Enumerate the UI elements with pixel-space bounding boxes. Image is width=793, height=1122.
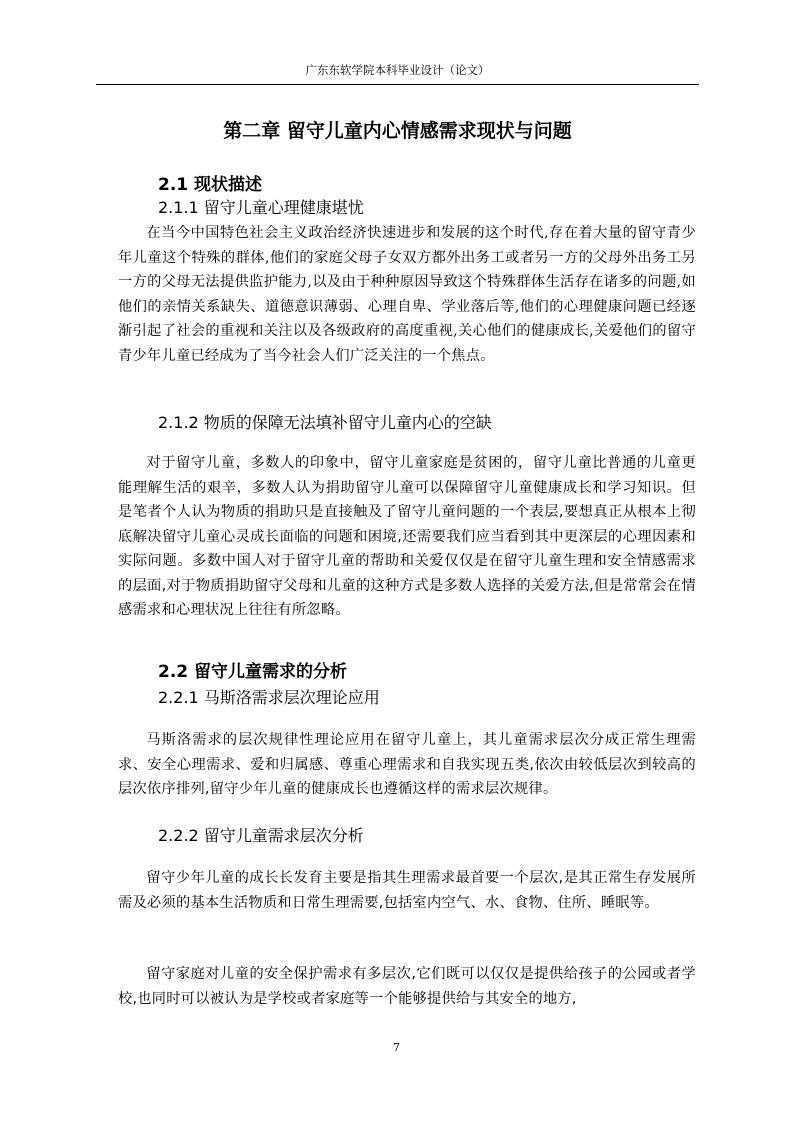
section-heading-2-1-2: 2.1.2 物质的保障无法填补留守儿童内心的空缺 <box>158 413 492 432</box>
section-heading-2-2-1: 2.2.1 马斯洛需求层次理论应用 <box>158 688 380 707</box>
paragraph-2-1-1: 在当今中国特色社会主义政治经济快速进步和发展的这个时代,存在着大量的留守青少年儿童这个特殊的群体,他们的家庭父母子女双方都外出务工或者另一方的父母外出务工另一方的父母无法提供监护能力,以及由于种种原因导致这个特殊群体生活存在诸多的问题,如他们的亲情关系缺失、道德意识薄弱、心理自卑、学业落后等,他们的心理健康问题已经逐渐引起了社会的重视和关注以及各级政府的高度重视,关心他们的健康成长,关爱他们的留守青少年儿童已经成为了当今社会人们广泛关注的一个焦点。 <box>118 225 696 364</box>
section-heading-2-2: 2.2 留守儿童需求的分析 <box>158 662 348 682</box>
chapter-title: 第二章 留守儿童内心情感需求现状与问题 <box>223 120 572 142</box>
paragraph-2-2-2-a: 留守少年儿童的成长长发育主要是指其生理需求最首要一个层次,是其正常生存发展所需及必须的基本生活物质和日常生理需要,包括室内空气、水、食物、住所、睡眠等。 <box>118 870 696 911</box>
page-header: 广东东软学院本科毕业设计（论文） <box>305 63 490 77</box>
paragraph-2-2-2-b: 留守家庭对儿童的安全保护需求有多层次,它们既可以仅仅是提供给孩子的公园或者学校,也同时可以被认为是学校或者家庭等一个能够提供给与其安全的地方, <box>118 966 696 1007</box>
paragraph-2-1-2: 对于留守儿童，多数人的印象中，留守儿童家庭是贫困的，留守儿童比普通的儿童更能理解生活的艰辛，多数人认为捐助留守儿童可以保障留守儿童健康成长和学习知识。但是笔者个人认为物质的捐助只是直接触及了留守儿童问题的一个表层,要想真正从根本上彻底解决留守儿童心灵成长面临的问题和困境,还需要我们应当看到其中更深层的心理因素和实际问题。多数中国人对于留守儿童的帮助和关爱仅仅是在留守儿童生理和安全情感需求的层面,对于物质捐助留守父母和儿童的这种方式是多数人选择的关爱方法,但是常常会在情感需求和心理状况上往往有所忽略。 <box>118 455 696 618</box>
section-heading-2-1: 2.1 现状描述 <box>158 175 263 195</box>
section-heading-2-1-1: 2.1.1 留守儿童心理健康堪忧 <box>158 198 364 217</box>
page-number: 7 <box>393 1041 400 1054</box>
paragraph-2-2-1: 马斯洛需求的层次规律性理论应用在留守儿童上，其儿童需求层次分成正常生理需求、安全心理需求、爱和归属感、尊重心理需求和自我实现五类,依次由较低层次到较高的层次依序排列,留守少年儿童的健康成长也遵循这样的需求层次规律。 <box>118 732 696 797</box>
section-heading-2-2-2: 2.2.2 留守儿童需求层次分析 <box>158 826 364 845</box>
header-rule <box>96 84 699 85</box>
